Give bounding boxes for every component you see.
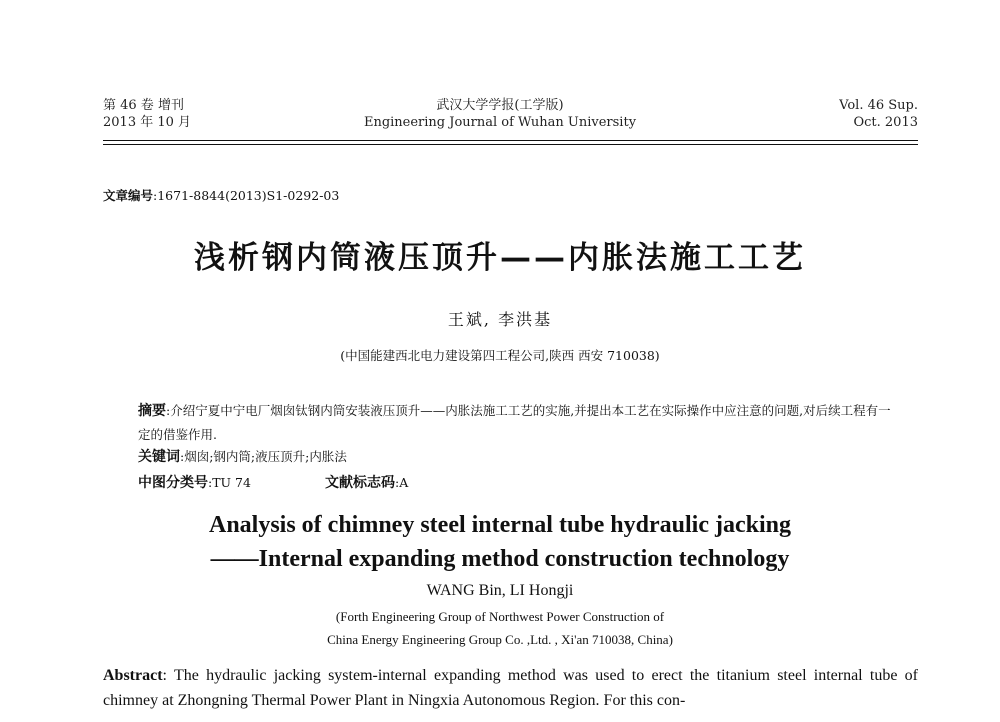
journal-volume-info-en <box>839 97 918 131</box>
publication-date-en: Oct. 2013 <box>853 115 918 130</box>
abstract-en <box>103 663 918 713</box>
abstract-cn <box>138 399 898 446</box>
journal-volume-info <box>103 97 191 131</box>
affiliation-en-line1: (Forth Engineering Group of Northwest Power Construction of <box>335 609 665 624</box>
header-rule-top <box>103 140 918 141</box>
keywords-cn <box>138 446 347 466</box>
document-code <box>325 472 408 492</box>
authors-cn: 王斌, 李洪基 <box>447 310 553 329</box>
abstract-cn-text: :介绍宁夏中宁电厂烟囱钛钢内筒安装液压顶升——内胀法施工工艺的实施,并提出本工艺在实际操作中应注意的问题,对后续工程有一定的借鉴作用. <box>138 403 891 442</box>
volume-issue: 第 46 卷 增刊 <box>103 98 184 113</box>
paper-title-en-line2: ——Internal expanding method construction technology <box>210 546 790 572</box>
journal-name <box>350 97 650 131</box>
abstract-en-text: : The hydraulic jacking system-internal expanding method was used to erect the titanium steel internal tube of chimney at Zhongning Thermal Power Plant in Ningxia Autonomous Region. For this con- <box>103 667 918 709</box>
journal-name-en: Engineering Journal of Wuhan University <box>363 115 637 130</box>
journal-name-cn: 武汉大学学报(工学版) <box>436 98 564 113</box>
classification-value: :TU 74 <box>208 475 251 490</box>
keywords-cn-label: 关键词 <box>138 449 180 465</box>
abstract-en-label: Abstract <box>103 667 163 684</box>
abstract-cn-label: 摘要 <box>138 403 166 419</box>
article-number <box>103 186 339 204</box>
authors-en: WANG Bin, LI Hongji <box>426 582 574 599</box>
volume-issue-en: Vol. 46 Sup. <box>839 98 918 113</box>
affiliation-en-line2: China Energy Engineering Group Co. ,Ltd. , Xi'an 710038, China) <box>327 632 673 647</box>
publication-date: 2013 年 10 月 <box>103 115 192 130</box>
paper-title-en-line1: Analysis of chimney steel internal tube hydraulic jacking <box>208 512 791 538</box>
document-code-label: 文献标志码 <box>325 475 395 491</box>
document-code-value: :A <box>395 475 409 490</box>
keywords-cn-text: :烟囱;钢内筒;液压顶升;内胀法 <box>180 449 347 464</box>
article-number-label: 文章编号 <box>103 188 154 203</box>
header-rule-bottom <box>103 144 918 145</box>
paper-title-cn: 浅析钢内筒液压顶升——内胀法施工工艺 <box>194 240 806 276</box>
classification-label: 中图分类号 <box>138 475 208 491</box>
affiliation-cn: (中国能建西北电力建设第四工程公司,陕西 西安 710038) <box>340 348 660 363</box>
article-number-value: :1671-8844(2013)S1-0292-03 <box>153 188 340 203</box>
classification-number <box>138 472 251 492</box>
